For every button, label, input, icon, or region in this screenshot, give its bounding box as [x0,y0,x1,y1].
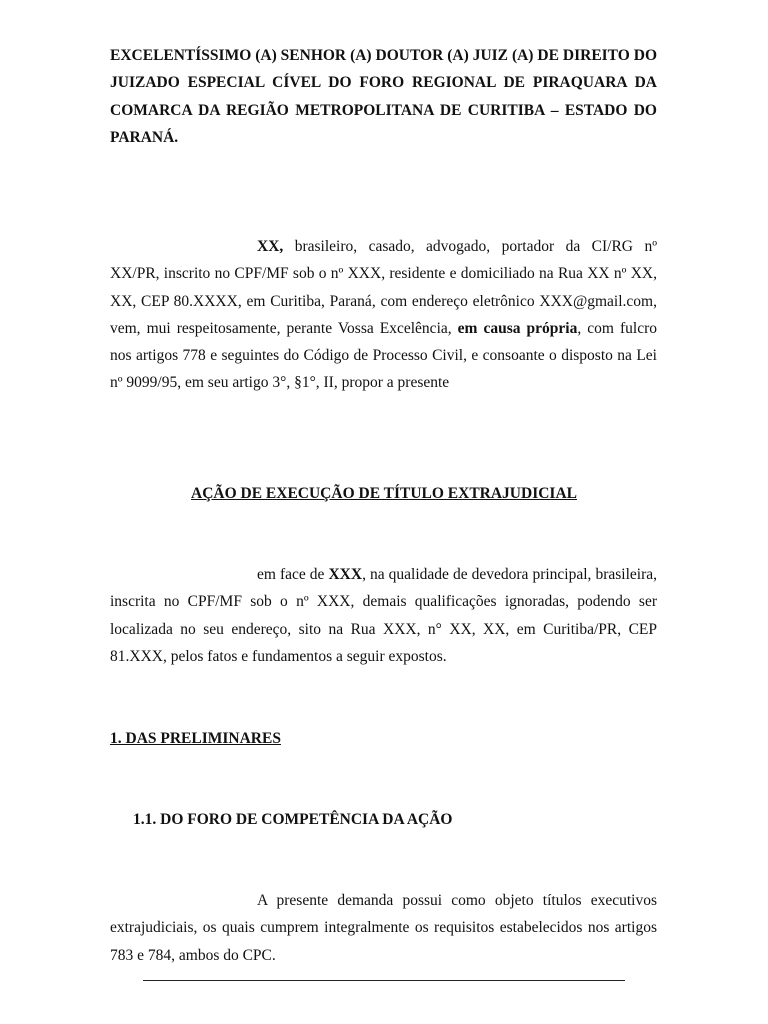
defendant-details: , na qualidade de devedora principal, brasileira, inscrita no CPF/MF sob o nº XXX, demais qualificações ignoradas, podendo ser localizada no seu endereço, sito na Rua XXX, n° XX, XX, em Curitiba/PR, CEP 81.XXX, pelos fatos e fundamentos a seguir expostos. [110,566,657,665]
plaintiff-name: XX, [257,238,284,255]
defendant-lead: em face de [257,566,329,583]
defendant-name: XXX [328,566,363,583]
defendant-qualification-paragraph [110,561,657,670]
own-cause-phrase: em causa própria [457,319,578,337]
plaintiff-details: brasileiro, casado, advogado, portador da CI/RG nº XX/PR, inscrito no CPF/MF sob o nº XXX, residente e domiciliado na Rua XX nº XX, XX, CEP 80.XXXX, em Curitiba, Paraná, com endereço eletrônico XXX@gmail.com, vem, mui respeitosamente, perante Vossa Excelência, [110,238,657,337]
addressee-heading: EXCELENTÍSSIMO (A) SENHOR (A) DOUTOR (A) JUIZ (A) DE DIREITO DO JUIZADO ESPECIAL CÍVEL DO FORO REGIONAL DE PIRAQUARA DA COMARCA DA REGIÃO METROPOLITANA DE CURITIBA – ESTADO DO PARANÁ. [110,47,657,146]
section-heading-preliminares: 1. DAS PRELIMINARES [110,730,281,747]
action-title: AÇÃO DE EXECUÇÃO DE TÍTULO EXTRAJUDICIAL [191,485,577,502]
foro-paragraph: A presente demanda possui como objeto títulos executivos extrajudiciais, os quais cumprem integralmente os requisitos estabelecidos nos artigos 783 e 784, ambos do CPC. [110,892,657,964]
plaintiff-qualification-paragraph [110,233,657,397]
footer-divider [143,980,625,981]
subsection-heading-foro: 1.1. DO FORO DE COMPETÊNCIA DA AÇÃO [133,811,453,828]
legal-basis-text: , com fulcro nos artigos 778 e seguintes do Código de Processo Civil, e consoante o disposto na Lei nº 9099/95, em seu artigo 3°, §1°, II, propor a presente [110,319,657,392]
